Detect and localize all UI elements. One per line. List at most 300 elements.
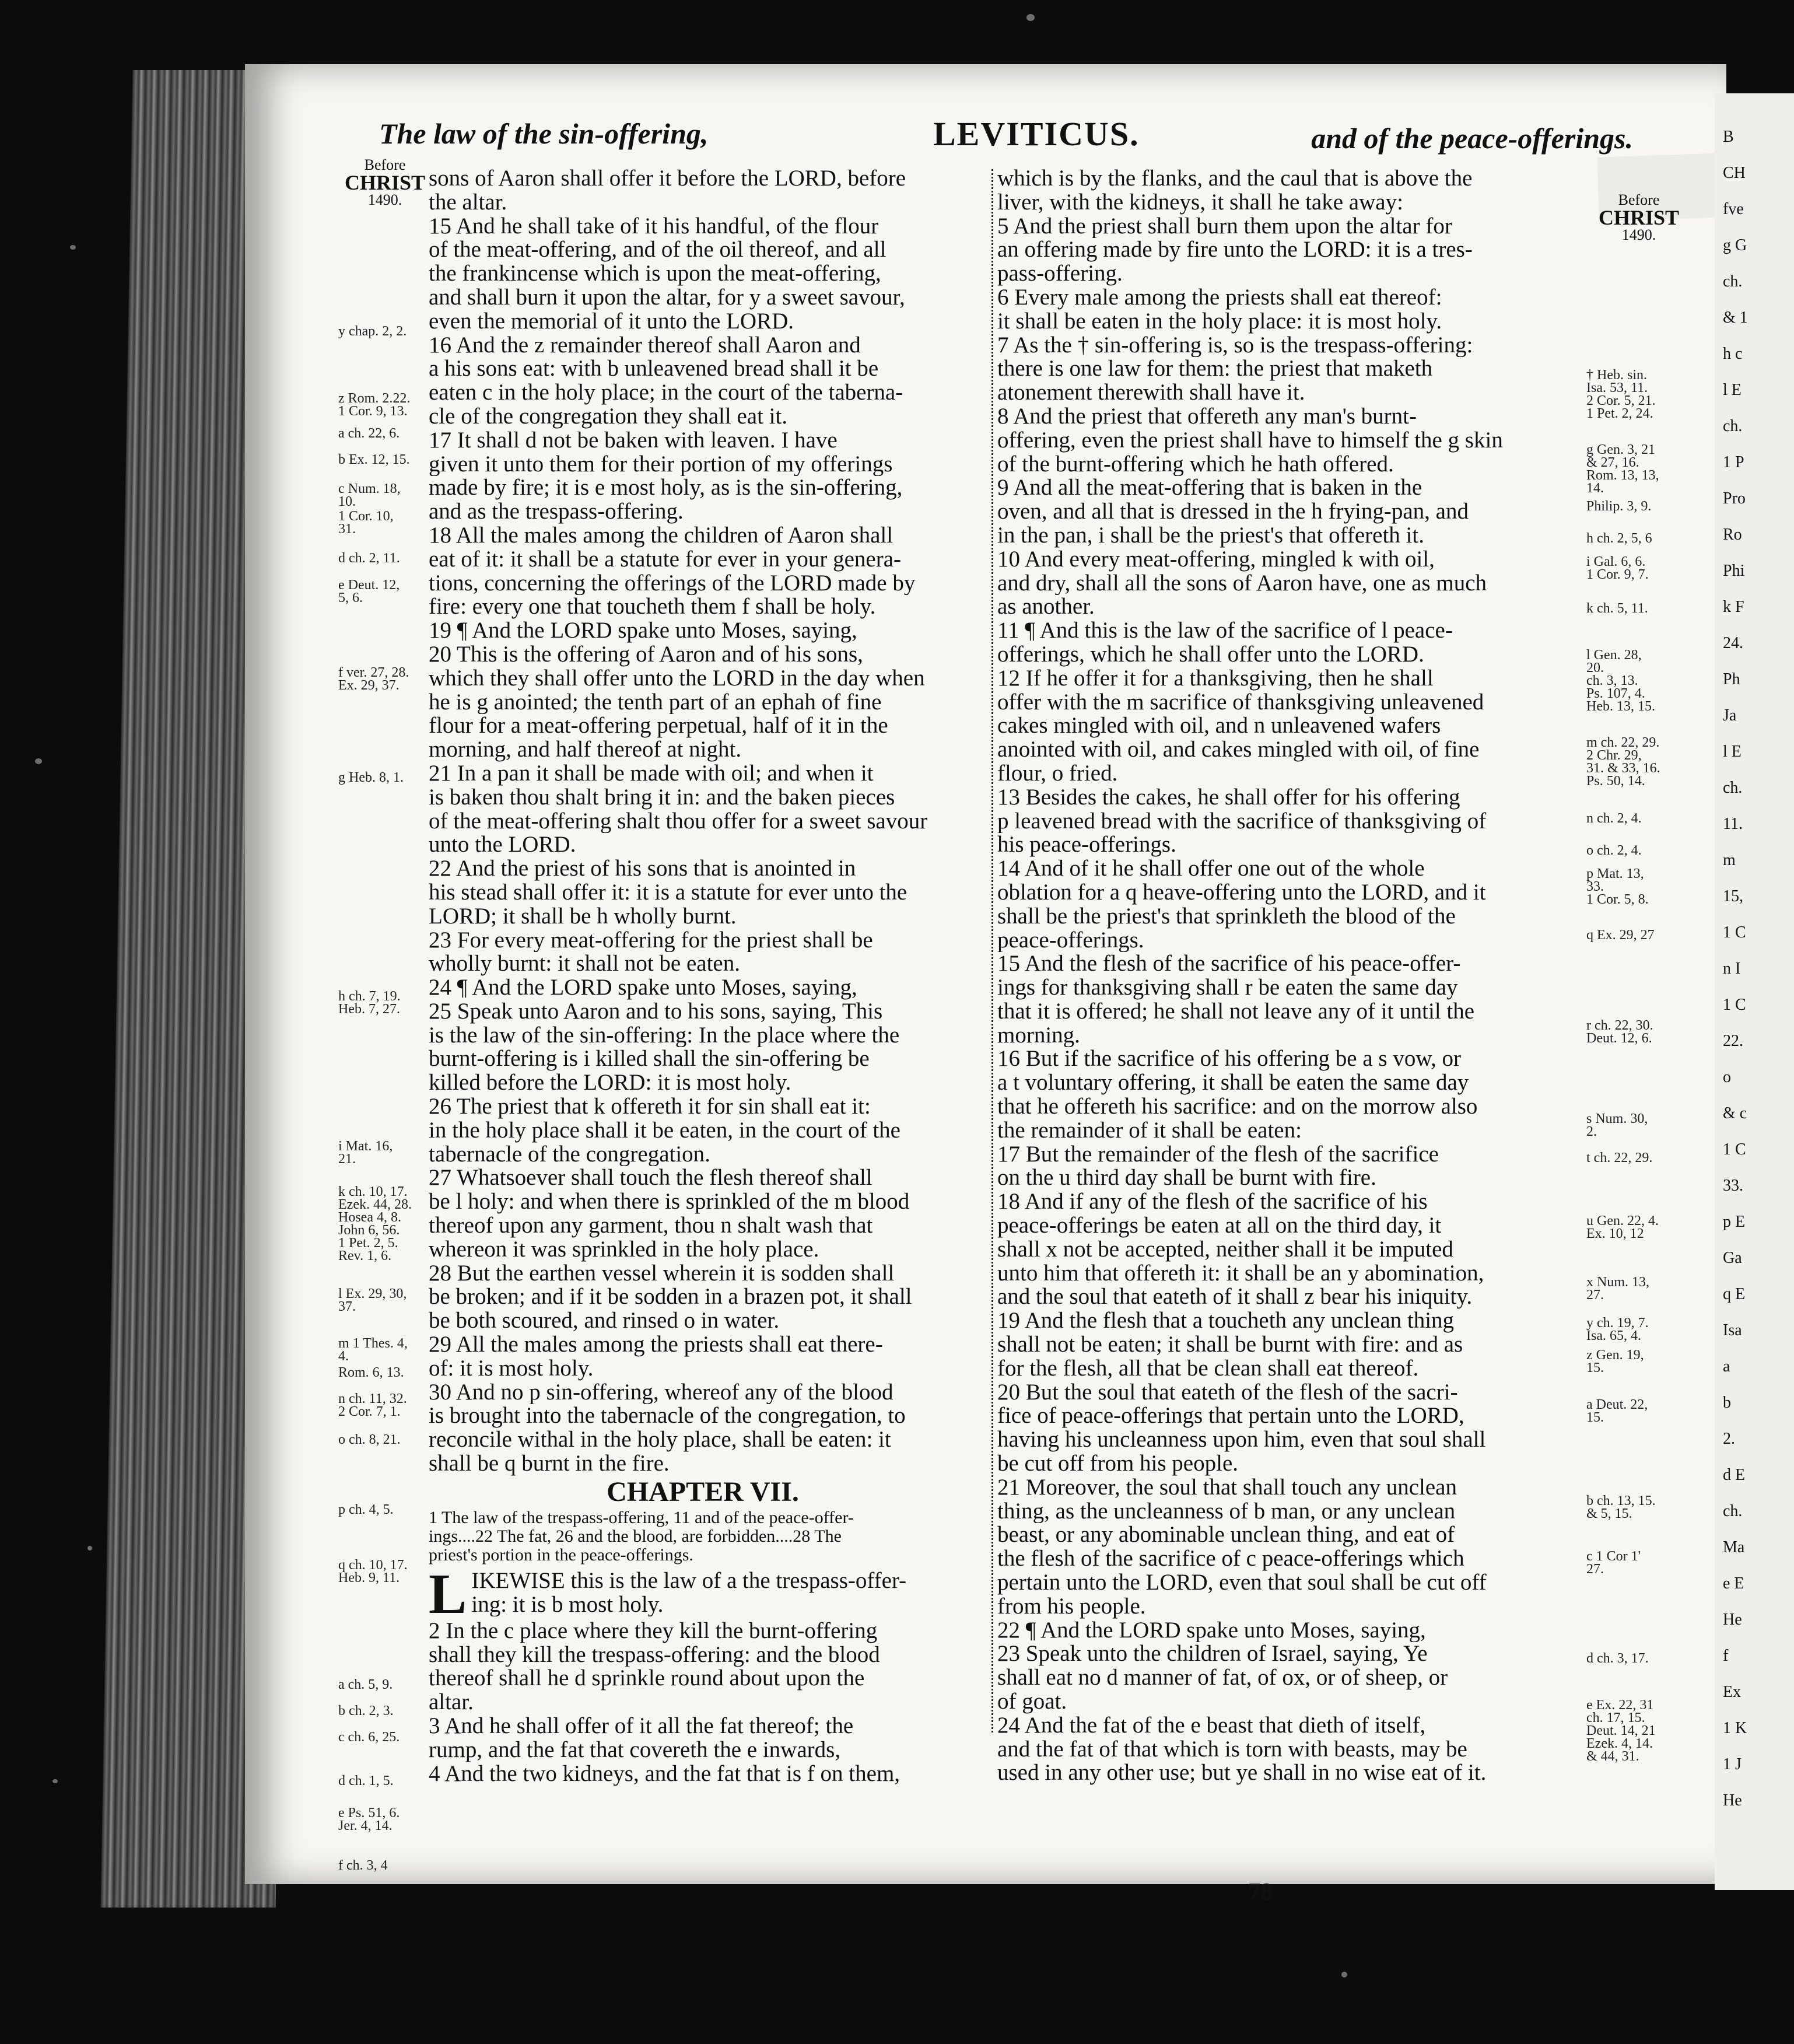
text-line: wholly burnt: it shall not be eaten.	[429, 952, 740, 977]
text-line: 11 ¶ And this is the law of the sacrifice of l peace-	[997, 619, 1453, 643]
margin-reference: m ch. 22, 29.	[1586, 735, 1660, 750]
text-line: morning.	[997, 1023, 1080, 1048]
text-line: be cut off from his people.	[997, 1452, 1239, 1476]
margin-reference: a Deut. 22,	[1586, 1397, 1648, 1412]
text-line: is the law of the sin-offering: In the place where the	[429, 1023, 900, 1048]
text-line: peace-offerings be eaten at all on the third day, it	[997, 1214, 1442, 1238]
adjacent-page-text: fve	[1723, 200, 1744, 218]
text-line: and the fat of that which is torn with beasts, may be	[997, 1737, 1467, 1762]
text-line: thing, as the uncleanness of b man, or any unclean	[997, 1499, 1456, 1524]
text-line: 3 And he shall offer of it all the fat thereof; the	[429, 1714, 854, 1738]
text-line: shall x not be accepted, neither shall it be imputed	[997, 1237, 1453, 1262]
margin-reference: p Mat. 13,	[1586, 866, 1644, 881]
text-line: of the burnt-offering which he hath offered.	[997, 452, 1394, 477]
adjacent-page-text: 1 C	[1723, 1140, 1746, 1158]
margin-reference: 2 Cor. 5, 21.	[1586, 393, 1656, 408]
text-line: 28 But the earthen vessel wherein it is sodden shall	[429, 1261, 895, 1286]
drop-cap: L	[429, 1562, 467, 1626]
margin-reference: a ch. 5, 9.	[338, 1677, 393, 1692]
text-line: it shall be eaten in the holy place: it is most holy.	[997, 309, 1442, 334]
adjacent-page-text: m	[1723, 851, 1736, 869]
margin-reference: 2 Chr. 29,	[1586, 748, 1642, 763]
margin-reference: d ch. 3, 17.	[1586, 1651, 1649, 1666]
text-line: 16 But if the sacrifice of his offering be a s vow, or	[997, 1047, 1461, 1072]
text-line: thereof upon any garment, thou n shalt wash that	[429, 1214, 873, 1238]
text-line: 15 And he shall take of it his handful, of the flour	[429, 214, 879, 239]
text-line: and dry, shall all the sons of Aaron have, one as much	[997, 571, 1487, 596]
text-line: a t voluntary offering, it shall be eaten the same day	[997, 1071, 1469, 1096]
text-line: from his people.	[997, 1594, 1146, 1619]
header-book-title: LEVITICUS.	[933, 115, 1140, 153]
margin-reference: z Rom. 2.22.	[338, 391, 411, 406]
adjacent-page-text: & 1	[1723, 309, 1748, 327]
text-line: 18 All the males among the children of Aaron shall	[429, 523, 894, 548]
adjacent-page-text: He	[1723, 1791, 1742, 1810]
text-line: shall eat no d manner of fat, of ox, or of sheep, or	[997, 1666, 1448, 1690]
text-line: and shall burn it upon the altar, for y a sweet savour,	[429, 285, 905, 310]
margin-reference: u Gen. 22, 4.	[1586, 1213, 1659, 1228]
margin-reference: Heb. 9, 11.	[338, 1570, 400, 1586]
chapter-opening	[429, 1562, 977, 1626]
margin-reference: c 1 Cor 1'	[1586, 1549, 1641, 1564]
adjacent-page-text: 11.	[1723, 815, 1743, 833]
margin-reference: 15.	[1586, 1410, 1604, 1425]
adjacent-page-text: 22.	[1723, 1032, 1743, 1050]
margin-reference: i Gal. 6, 6.	[1586, 554, 1646, 569]
text-line: a his sons eat: with b unleavened bread shall it be	[429, 357, 879, 382]
text-line: burnt-offering is i killed shall the sin-offering be	[429, 1047, 870, 1072]
margin-reference: p ch. 4, 5.	[338, 1502, 394, 1517]
adjacent-page-text: n I	[1723, 960, 1741, 978]
text-line: given it unto them for their portion of my offerings	[429, 452, 893, 477]
margin-reference: b ch. 2, 3.	[338, 1703, 394, 1718]
margin-reference: Isa. 65, 4.	[1586, 1328, 1641, 1343]
text-line: shall be q burnt in the fire.	[429, 1452, 670, 1476]
margin-reference: y chap. 2, 2.	[338, 324, 407, 339]
margin-reference: i Mat. 16,	[338, 1139, 393, 1154]
text-line: tions, concerning the offerings of the LORD made by	[429, 571, 916, 596]
text-line: 10 And every meat-offering, mingled k with oil,	[997, 547, 1435, 572]
margin-reference: 1 Pet. 2, 24.	[1586, 406, 1653, 421]
text-line: an offering made by fire unto the LORD: it is a tres-	[997, 238, 1473, 262]
before-label: Before	[1618, 191, 1660, 208]
margin-reference: 33.	[1586, 879, 1604, 894]
margin-reference: ch. 3, 13.	[1586, 673, 1638, 688]
text-line: the flesh of the sacrifice of c peace-offerings which	[997, 1547, 1464, 1572]
text-line: cakes mingled with oil, and n unleavened wafers	[997, 714, 1441, 738]
text-line: offer with the m sacrifice of thanksgiving unleavened	[997, 690, 1484, 715]
text-line: ings for thanksgiving shall r be eaten the same day	[997, 976, 1458, 1000]
text-line: 24 ¶ And the LORD spake unto Moses, saying,	[429, 976, 857, 1000]
adjacent-page-text: g G	[1723, 236, 1747, 254]
margin-reference: 27.	[1586, 1287, 1604, 1303]
text-line: offerings, which he shall offer unto the LORD.	[997, 642, 1424, 667]
text-line: unto the LORD.	[429, 833, 576, 858]
adjacent-page-text: ch.	[1723, 417, 1743, 435]
dust-speck	[1026, 14, 1035, 21]
margin-reference: 1 Cor. 9, 13.	[338, 404, 408, 419]
text-line: 2 In the c place where they kill the burnt-offering	[429, 1619, 878, 1643]
chapter-summary-line: 1 The law of the trespass-offering, 11 and of the peace-offer-	[429, 1508, 854, 1527]
column-divider	[991, 169, 993, 1732]
text-line: having his uncleanness upon him, even that soul shall	[997, 1428, 1486, 1452]
margin-reference: n ch. 2, 4.	[1586, 811, 1642, 826]
text-line: 13 Besides the cakes, he shall offer for his offering	[997, 785, 1460, 810]
margin-reference: b Ex. 12, 15.	[338, 452, 410, 467]
margin-reference: 31. & 33, 16.	[1586, 761, 1660, 776]
adjacent-page-text: ch.	[1723, 779, 1743, 797]
margin-reference: Isa. 53, 11.	[1586, 380, 1648, 396]
text-line: fice of peace-offerings that pertain unto the LORD,	[997, 1404, 1464, 1429]
adjacent-page-text: q E	[1723, 1285, 1746, 1303]
text-line: 26 The priest that k offereth it for sin shall eat it:	[429, 1095, 871, 1119]
dust-speck	[52, 1779, 58, 1783]
text-line: be both scoured, and rinsed o in water.	[429, 1309, 780, 1334]
adjacent-page-text: Phi	[1723, 562, 1745, 580]
text-line: 22 ¶ And the LORD spake unto Moses, saying,	[997, 1618, 1426, 1643]
adjacent-page-fragment	[1715, 93, 1794, 1890]
text-line: pertain unto the LORD, even that soul shall be cut off	[997, 1571, 1487, 1595]
text-line: of: it is most holy.	[429, 1356, 594, 1381]
text-line: 23 Speak unto the children of Israel, saying, Ye	[997, 1642, 1428, 1667]
text-line: flour for a meat-offering perpetual, half of it in the	[429, 714, 888, 738]
adjacent-page-text: 33.	[1723, 1177, 1743, 1195]
text-line: his stead shall offer it: it is a statute for ever unto the	[429, 880, 907, 905]
text-line: that it is offered; he shall not leave any of it until the	[997, 999, 1475, 1024]
text-line: thereof shall he d sprinkle round about upon the	[429, 1667, 865, 1691]
dust-speck	[35, 758, 42, 764]
margin-reference: 1 Cor. 10,	[338, 509, 394, 524]
text-line: atonement therewith shall have it.	[997, 381, 1305, 405]
margin-reference: 5, 6.	[338, 590, 363, 606]
text-line: 6 Every male among the priests shall eat thereof:	[997, 285, 1442, 310]
text-line: 27 Whatsoever shall touch the flesh thereof shall	[429, 1166, 873, 1191]
page-number: 78	[1248, 1879, 1273, 1906]
adjacent-page-text: Ex	[1723, 1683, 1742, 1701]
year-label: 1490.	[367, 191, 402, 208]
text-line: the frankincense which is upon the meat-offering,	[429, 262, 881, 286]
header-left: The law of the sin-offering,	[379, 117, 709, 150]
margin-reference: Rom. 6, 13.	[338, 1365, 404, 1380]
before-label: Before	[364, 156, 406, 173]
adjacent-page-text: f	[1723, 1647, 1729, 1665]
adjacent-page-text: 1 K	[1723, 1719, 1747, 1737]
margin-reference: a ch. 22, 6.	[338, 426, 400, 441]
margin-reference: Rom. 13, 13,	[1586, 468, 1659, 483]
margin-reference: 14.	[1586, 481, 1604, 496]
margin-reference: r ch. 22, 30.	[1586, 1018, 1653, 1033]
text-line: is brought into the tabernacle of the congregation, to	[429, 1404, 906, 1429]
text-line: even the memorial of it unto the LORD.	[429, 309, 794, 334]
adjacent-page-text: Ma	[1723, 1538, 1745, 1556]
text-line: of the meat-offering shalt thou offer for a sweet savour	[429, 809, 928, 834]
text-line: beast, or any abominable unclean thing, and eat of	[997, 1523, 1455, 1548]
margin-reference: c Num. 18,	[338, 481, 401, 496]
text-line: ing: it is b most holy.	[471, 1592, 664, 1617]
margin-reference: Ex. 10, 12	[1586, 1226, 1644, 1241]
margin-reference: John 6, 56.	[338, 1223, 400, 1238]
adjacent-page-text: d E	[1723, 1466, 1746, 1484]
adjacent-page-text: 24.	[1723, 634, 1743, 652]
text-line: LORD; it shall be h wholly burnt.	[429, 904, 737, 929]
margin-reference: Rev. 1, 6.	[338, 1248, 392, 1264]
text-line: 17 It shall d not be baken with leaven. I have	[429, 428, 838, 453]
adjacent-page-text: He	[1723, 1611, 1742, 1629]
margin-reference: Ezek. 4, 14.	[1586, 1736, 1653, 1751]
text-line: 14 And of it he shall offer one out of the whole	[997, 857, 1425, 881]
text-line: altar.	[429, 1690, 474, 1715]
margin-reference: l Gen. 28,	[1586, 648, 1642, 663]
text-line: 9 And all the meat-offering that is baken in the	[997, 476, 1422, 501]
text-line: 25 Speak unto Aaron and to his sons, saying, This	[429, 999, 883, 1024]
margin-reference: Heb. 7, 27.	[338, 1002, 400, 1017]
text-line: anointed with oil, and cakes mingled with oil, of fine	[997, 738, 1480, 762]
text-line: 5 And the priest shall burn them upon the altar for	[997, 214, 1452, 239]
margin-reference: n ch. 11, 32.	[338, 1391, 407, 1406]
margin-reference: c ch. 6, 25.	[338, 1730, 400, 1745]
margin-reference: q ch. 10, 17.	[338, 1558, 408, 1573]
margin-reference: & 44, 31.	[1586, 1749, 1639, 1764]
adjacent-page-text: o	[1723, 1068, 1731, 1086]
text-line: offering, even the priest shall have to himself the g skin	[997, 428, 1503, 453]
margin-reference: 1 Cor. 5, 8.	[1586, 892, 1649, 907]
margin-reference: z Gen. 19,	[1586, 1348, 1644, 1363]
margin-reference: m 1 Thes. 4,	[338, 1336, 408, 1351]
margin-reference: d ch. 1, 5.	[338, 1773, 394, 1788]
adjacent-page-text: p E	[1723, 1213, 1746, 1231]
text-line: 20 But the soul that eateth of the flesh of the sacri-	[997, 1380, 1458, 1405]
margin-reference: f ver. 27, 28.	[338, 665, 409, 680]
margin-reference: 20.	[1586, 660, 1604, 676]
adjacent-page-text: l E	[1723, 381, 1742, 399]
year-label: 1490.	[1621, 226, 1656, 243]
text-line: p leavened bread with the sacrifice of thanksgiving of	[997, 809, 1487, 834]
text-line: unto him that offereth it: it shall be an y abomination,	[997, 1261, 1484, 1286]
text-line: eat of it: it shall be a statute for ever in your genera-	[429, 547, 902, 572]
margin-reference: 15.	[1586, 1360, 1604, 1376]
text-line: sons of Aaron shall offer it before the LORD, before	[429, 167, 906, 191]
text-line: is baken thou shalt bring it in: and the baken pieces	[429, 785, 895, 810]
margin-reference: & 5, 15.	[1586, 1506, 1632, 1521]
margin-reference: Heb. 13, 15.	[1586, 699, 1655, 714]
chapter-summary-line: ings....22 The fat, 26 and the blood, are forbidden....28 The	[429, 1527, 842, 1546]
margin-reference: e Deut. 12,	[338, 578, 400, 593]
text-line: 21 Moreover, the soul that shall touch any unclean	[997, 1475, 1457, 1500]
dust-speck	[87, 1546, 92, 1550]
text-line: made by fire; it is e most holy, as is the sin-offering,	[429, 476, 903, 501]
text-line: he is g anointed; the tenth part of an ephah of fine	[429, 690, 882, 715]
adjacent-page-text: h c	[1723, 345, 1743, 363]
chapter-summary-line: priest's portion in the peace-offerings.	[429, 1545, 693, 1564]
adjacent-page-text: Ro	[1723, 526, 1742, 544]
adjacent-page-text: 15,	[1723, 887, 1743, 905]
christ-label: CHRIST	[344, 171, 426, 194]
margin-reference: Ezek. 44, 28.	[338, 1197, 412, 1212]
adjacent-page-text: e E	[1723, 1574, 1744, 1592]
text-line: eaten c in the holy place; in the court of the taberna-	[429, 381, 903, 405]
text-line: reconcile withal in the holy place, shall be eaten: it	[429, 1428, 891, 1452]
text-line: which is by the flanks, and the caul that is above the	[997, 167, 1473, 191]
margin-reference: l Ex. 29, 30,	[338, 1286, 407, 1301]
text-line: 12 If he offer it for a thanksgiving, then he shall	[997, 666, 1434, 691]
margin-reference: 21.	[338, 1152, 356, 1167]
adjacent-page-text: ch.	[1723, 1502, 1743, 1520]
text-line: 17 But the remainder of the flesh of the sacrifice	[997, 1142, 1439, 1167]
text-line: IKEWISE this is the law of a the trespass-offer-	[471, 1569, 907, 1593]
text-line: 7 As the † sin-offering is, so is the trespass-offering:	[997, 333, 1473, 358]
text-line: shall they kill the trespass-offering: and the blood	[429, 1643, 880, 1667]
adjacent-page-text: 1 P	[1723, 453, 1744, 471]
margin-reference: x Num. 13,	[1586, 1275, 1649, 1290]
text-line: morning, and half thereof at night.	[429, 738, 742, 762]
date-note-left	[344, 158, 426, 208]
text-line: of the meat-offering, and of the oil thereof, and all	[429, 238, 887, 262]
margin-reference: q Ex. 29, 27	[1586, 928, 1655, 943]
text-line: be broken; and if it be sodden in a brazen pot, it shall	[429, 1285, 912, 1310]
text-line: that he offereth his sacrifice: and on the morrow also	[997, 1095, 1478, 1119]
margin-reference: Deut. 12, 6.	[1586, 1031, 1652, 1046]
adjacent-page-text: CH	[1723, 164, 1746, 182]
text-line: there is one law for them: the priest that maketh	[997, 357, 1433, 382]
text-line: 19 ¶ And the LORD spake unto Moses, saying,	[429, 619, 857, 643]
margin-reference: Ps. 50, 14.	[1586, 774, 1645, 789]
chapter-heading: CHAPTER VII.	[607, 1476, 799, 1507]
dust-speck	[70, 245, 76, 250]
adjacent-page-text: Ga	[1723, 1249, 1742, 1267]
margin-reference: o ch. 8, 21.	[338, 1432, 401, 1447]
book-page	[245, 64, 1729, 1906]
text-line: liver, with the kidneys, it shall he take away:	[997, 190, 1403, 215]
margin-reference: 2.	[1586, 1124, 1597, 1139]
margin-reference: h ch. 2, 5, 6	[1586, 531, 1652, 546]
text-line: in the holy place shall it be eaten, in the court of the	[429, 1118, 900, 1143]
text-line: on the u third day shall be burnt with fire.	[997, 1166, 1376, 1191]
margin-reference: k ch. 5, 11.	[1586, 601, 1648, 616]
date-note-right	[1598, 192, 1680, 243]
left-text-column	[429, 167, 977, 1786]
adjacent-page-text: B	[1723, 128, 1734, 146]
margin-reference: o ch. 2, 4.	[1586, 843, 1642, 858]
margin-reference: & 27, 16.	[1586, 455, 1639, 470]
text-line: his peace-offerings.	[997, 833, 1176, 858]
text-line: whereon it was sprinkled in the holy place.	[429, 1237, 819, 1262]
margin-reference: † Heb. sin.	[1586, 368, 1647, 383]
running-header	[245, 111, 1726, 158]
text-line: the altar.	[429, 190, 507, 215]
margin-reference: e Ex. 22, 31	[1586, 1698, 1654, 1713]
text-line: tabernacle of the congregation.	[429, 1142, 710, 1167]
margin-reference: b ch. 13, 15.	[1586, 1493, 1656, 1508]
margin-reference: g Gen. 3, 21	[1586, 442, 1655, 457]
margin-reference: s Num. 30,	[1586, 1111, 1648, 1126]
header-right: and of the peace-offerings.	[1311, 122, 1633, 155]
margin-reference: f ch. 3, 4	[338, 1858, 388, 1873]
margin-reference: 10.	[338, 494, 356, 509]
christ-label: CHRIST	[1598, 206, 1680, 229]
margin-reference: y ch. 19, 7.	[1586, 1315, 1649, 1331]
margin-reference: 31.	[338, 522, 356, 537]
adjacent-page-text: 1 C	[1723, 996, 1746, 1014]
text-line: 22 And the priest of his sons that is anointed in	[429, 857, 856, 881]
margin-reference: 2 Cor. 7, 1.	[338, 1404, 401, 1419]
adjacent-page-text: Ph	[1723, 670, 1740, 688]
text-line: oblation for a q heave-offering unto the LORD, and it	[997, 880, 1486, 905]
text-line: fire: every one that toucheth them f shall be holy.	[429, 595, 876, 620]
text-line: 21 In a pan it shall be made with oil; and when it	[429, 761, 874, 786]
text-line: peace-offerings.	[997, 928, 1144, 953]
text-line: and the soul that eateth of it shall z bear his iniquity.	[997, 1285, 1473, 1310]
text-line: 29 All the males among the priests shall eat there-	[429, 1333, 883, 1357]
text-line: for the flesh, all that be clean shall eat thereof.	[997, 1356, 1419, 1381]
text-line: pass-offering.	[997, 262, 1123, 286]
text-line: in the pan, i shall be the priest's that offereth it.	[997, 523, 1424, 548]
text-line: killed before the LORD: it is most holy.	[429, 1071, 791, 1096]
adjacent-page-text: Ja	[1723, 706, 1737, 724]
margin-reference: ch. 17, 15.	[1586, 1710, 1645, 1726]
text-line: which they shall offer unto the LORD in the day when	[429, 666, 925, 691]
margin-reference: 4.	[338, 1349, 349, 1364]
text-line: rump, and the fat that covereth the e inwards,	[429, 1738, 841, 1762]
margin-reference: Philip. 3, 9.	[1586, 499, 1652, 514]
text-line: cle of the congregation they shall eat it.	[429, 404, 788, 429]
margin-reference: k ch. 10, 17.	[338, 1184, 408, 1199]
margin-reference: 1 Cor. 9, 7.	[1586, 567, 1649, 582]
text-line: flour, o fried.	[997, 761, 1118, 786]
adjacent-page-text: & c	[1723, 1104, 1747, 1122]
adjacent-page-text: ch.	[1723, 272, 1743, 290]
margin-reference: Deut. 14, 21	[1586, 1723, 1656, 1738]
adjacent-page-text: Isa	[1723, 1321, 1742, 1339]
text-line: 24 And the fat of the e beast that dieth of itself,	[997, 1713, 1426, 1738]
text-line: 15 And the flesh of the sacrifice of his peace-offer-	[997, 952, 1461, 977]
adjacent-page-text: l E	[1723, 743, 1742, 761]
text-line: oven, and all that is dressed in the h frying-pan, and	[997, 500, 1469, 524]
text-line: shall not be eaten; it shall be burnt with fire: and as	[997, 1333, 1463, 1357]
text-line: 30 And no p sin-offering, whereof any of the blood	[429, 1380, 894, 1405]
adjacent-page-text: 1 J	[1723, 1755, 1742, 1773]
text-line: used in any other use; but ye shall in no wise eat of it.	[997, 1761, 1487, 1786]
adjacent-page-text: a	[1723, 1357, 1730, 1376]
right-text-column	[997, 167, 1546, 1785]
margin-reference: Hosea 4, 8.	[338, 1210, 401, 1225]
adjacent-page-text: 1 C	[1723, 923, 1746, 942]
dust-speck	[1341, 1972, 1347, 1978]
margin-reference: 1 Pet. 2, 5.	[338, 1236, 398, 1251]
adjacent-page-text: k F	[1723, 598, 1744, 616]
text-line: and as the trespass-offering.	[429, 500, 684, 524]
margin-reference: Jer. 4, 14.	[338, 1818, 393, 1833]
margin-reference: 27.	[1586, 1562, 1604, 1577]
text-line: of goat.	[997, 1690, 1067, 1714]
text-line: 23 For every meat-offering for the priest shall be	[429, 928, 873, 953]
margin-reference: e Ps. 51, 6.	[338, 1805, 400, 1821]
text-line: 4 And the two kidneys, and the fat that is f on them,	[429, 1762, 900, 1786]
text-line: 18 And if any of the flesh of the sacrifice of his	[997, 1190, 1428, 1214]
text-line: as another.	[997, 595, 1095, 620]
text-line: be l holy: and when there is sprinkled of the m blood	[429, 1190, 910, 1214]
text-line: shall be the priest's that sprinkleth the blood of the	[997, 904, 1456, 929]
text-line: 20 This is the offering of Aaron and of his sons,	[429, 642, 863, 667]
margin-reference: h ch. 7, 19.	[338, 989, 401, 1004]
margin-reference: g Heb. 8, 1.	[338, 770, 404, 785]
margin-reference: Ex. 29, 37.	[338, 678, 400, 693]
margin-reference: d ch. 2, 11.	[338, 551, 400, 566]
adjacent-page-text: Pro	[1723, 489, 1746, 508]
margin-reference: t ch. 22, 29.	[1586, 1150, 1653, 1166]
margin-reference: 37.	[338, 1299, 356, 1314]
text-line: 8 And the priest that offereth any man's burnt-	[997, 404, 1417, 429]
text-line: 16 And the z remainder thereof shall Aaron and	[429, 333, 861, 358]
